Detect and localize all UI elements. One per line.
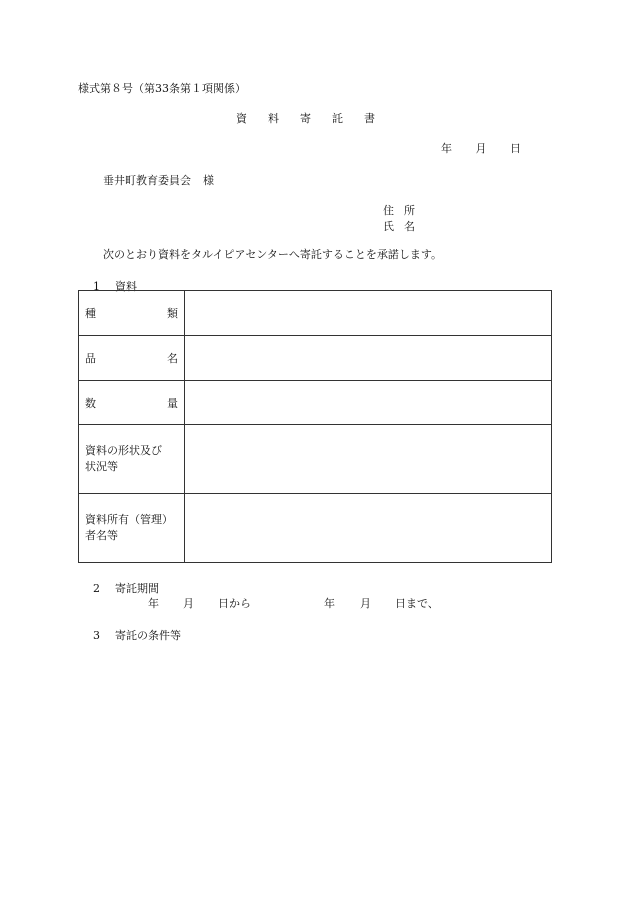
addressee-name: 垂井町教育委員会 [103, 174, 191, 187]
addressee [103, 172, 214, 188]
table-row [79, 494, 552, 563]
quantity-input-cell[interactable] [185, 381, 552, 425]
label-line: 者名等 [85, 529, 118, 542]
section-2-title: 寄託期間 [115, 582, 159, 595]
period-from-day: 日から [218, 597, 251, 610]
table-row [79, 291, 552, 336]
row-label-owner [79, 494, 185, 563]
name-label-char: 氏 [383, 220, 394, 233]
label-char: 品 [85, 352, 96, 365]
period-to-month: 月 [360, 597, 371, 610]
section-1-title: 資料 [115, 280, 137, 293]
period-from-year: 年 [148, 597, 159, 610]
title-char: 託 [332, 112, 344, 125]
address-label-char: 所 [404, 204, 415, 217]
owner-input-cell[interactable] [185, 494, 552, 563]
label-char: 数 [85, 396, 96, 410]
title-char: 資 [236, 112, 248, 125]
name-label [383, 218, 415, 234]
label-char: 種 [85, 307, 96, 320]
address-label [383, 202, 415, 218]
table-row [79, 336, 552, 381]
label-char: 類 [167, 307, 178, 320]
consent-text: 次のとおり資料をタルイピアセンターへ寄託することを承諾します。 [103, 248, 443, 261]
deposit-period [148, 595, 439, 611]
title-char: 寄 [300, 112, 312, 125]
period-from-month: 月 [183, 597, 194, 610]
date-day: 日 [510, 142, 521, 155]
addressee-honorific: 様 [203, 174, 214, 187]
section-3-title: 寄託の条件等 [115, 629, 181, 642]
document-title [236, 110, 396, 126]
type-input-cell[interactable] [185, 291, 552, 336]
date-line [441, 140, 521, 156]
section-3-heading [93, 627, 181, 643]
title-char: 書 [364, 112, 376, 125]
row-label-type [79, 291, 185, 336]
item-name-input-cell[interactable] [185, 336, 552, 381]
label-line: 資料の形状及び [85, 444, 162, 457]
table-row [79, 381, 552, 425]
label-line: 状況等 [85, 460, 118, 473]
title-char: 料 [268, 112, 280, 125]
section-2-number: 2 [93, 582, 100, 595]
date-month: 月 [475, 142, 487, 155]
date-year: 年 [441, 142, 452, 155]
section-3-number: 3 [93, 629, 100, 642]
period-to-year: 年 [324, 597, 335, 610]
address-label-char: 住 [383, 204, 394, 217]
period-to-day: 日まで、 [395, 597, 439, 610]
materials-table [78, 290, 552, 563]
section-2-heading [93, 580, 159, 596]
label-char: 量 [167, 396, 178, 410]
condition-input-cell[interactable] [185, 425, 552, 494]
label-char: 名 [167, 352, 178, 365]
row-label-condition [79, 425, 185, 494]
label-line: 資料所有（管理） [85, 513, 173, 526]
section-1-number: 1 [93, 280, 100, 293]
row-label-item-name [79, 336, 185, 381]
form-number: 様式第８号（第33条第１項関係） [78, 82, 246, 95]
table-row [79, 425, 552, 494]
name-label-char: 名 [404, 220, 415, 233]
row-label-quantity [79, 381, 185, 425]
